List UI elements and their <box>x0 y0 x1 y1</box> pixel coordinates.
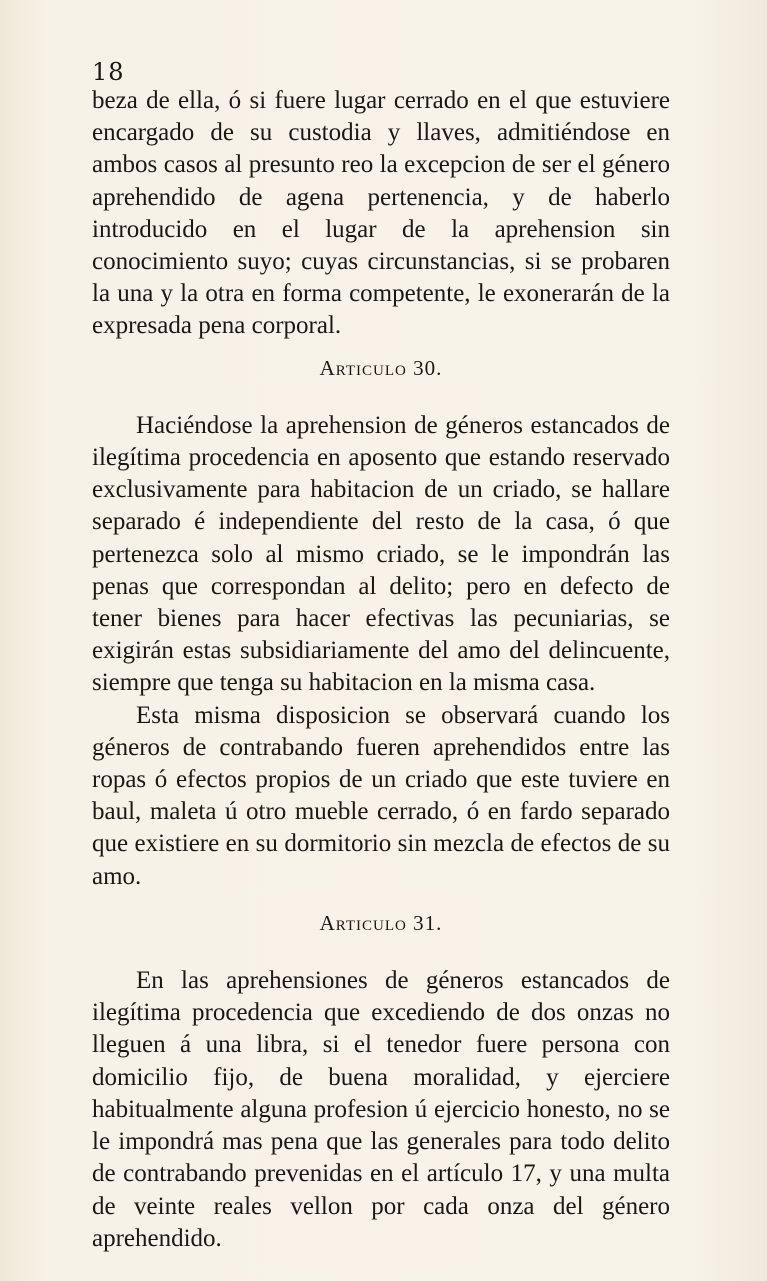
page-number: 18 <box>92 58 125 86</box>
article-heading-31: Articulo 31. <box>319 910 443 935</box>
article-heading-30: Articulo 30. <box>319 355 443 380</box>
paragraph-article-30-cont: Esta misma disposicion se observará cuando los géneros de contrabando fueren aprehendidos entre las ropas ó efectos propios de un criado que este tuviere en baul, maleta ú otro mueble cerrado, ó en fardo separado que existiere en su dormitorio sin mezcla de efectos de su amo. <box>92 701 670 890</box>
paragraph-article-31: En las aprehensiones de géneros estancados de ilegítima procedencia que excediendo de dos onzas no lleguen á una libra, si el tenedor fuere persona con domicilio fijo, de buena moralidad, y ejerciere habitualmente alguna profesion ú ejercicio honesto, no se le impondrá mas pena que las generales para todo delito de contrabando prevenidas en el artículo 17, y una multa de veinte reales vellon por cada onza del género aprehendido. <box>92 967 670 1252</box>
paragraph-continuation: beza de ella, ó si fuere lugar cerrado en el que estuviere encargado de su custodia y llaves, admitiéndose en ambos casos al presunto reo la excepcion de ser el género aprehendido de agena pertenencia, y de haberlo introducido en el lugar de la aprehension sin conocimiento suyo; cuyas circunstancias, si se probaren la una y la otra en forma competente, le exonerarán de la expresada pena corporal. <box>92 87 670 340</box>
paragraph-article-30: Haciéndose la aprehension de géneros estancados de ilegítima procedencia en aposento que estando reservado exclusivamente para habitacion de un criado, se hallare separado é independiente del resto de la casa, ó que pertenezca solo al mismo criado, se le impondrán las penas que correspondan al delito; pero en defecto de tener bienes para hacer efectivas las pecuniarias, se exigirán estas subsidiariamente del amo del delincuente, siempre que tenga su habitacion en la misma casa. <box>92 411 670 697</box>
body-text <box>92 85 670 1255</box>
